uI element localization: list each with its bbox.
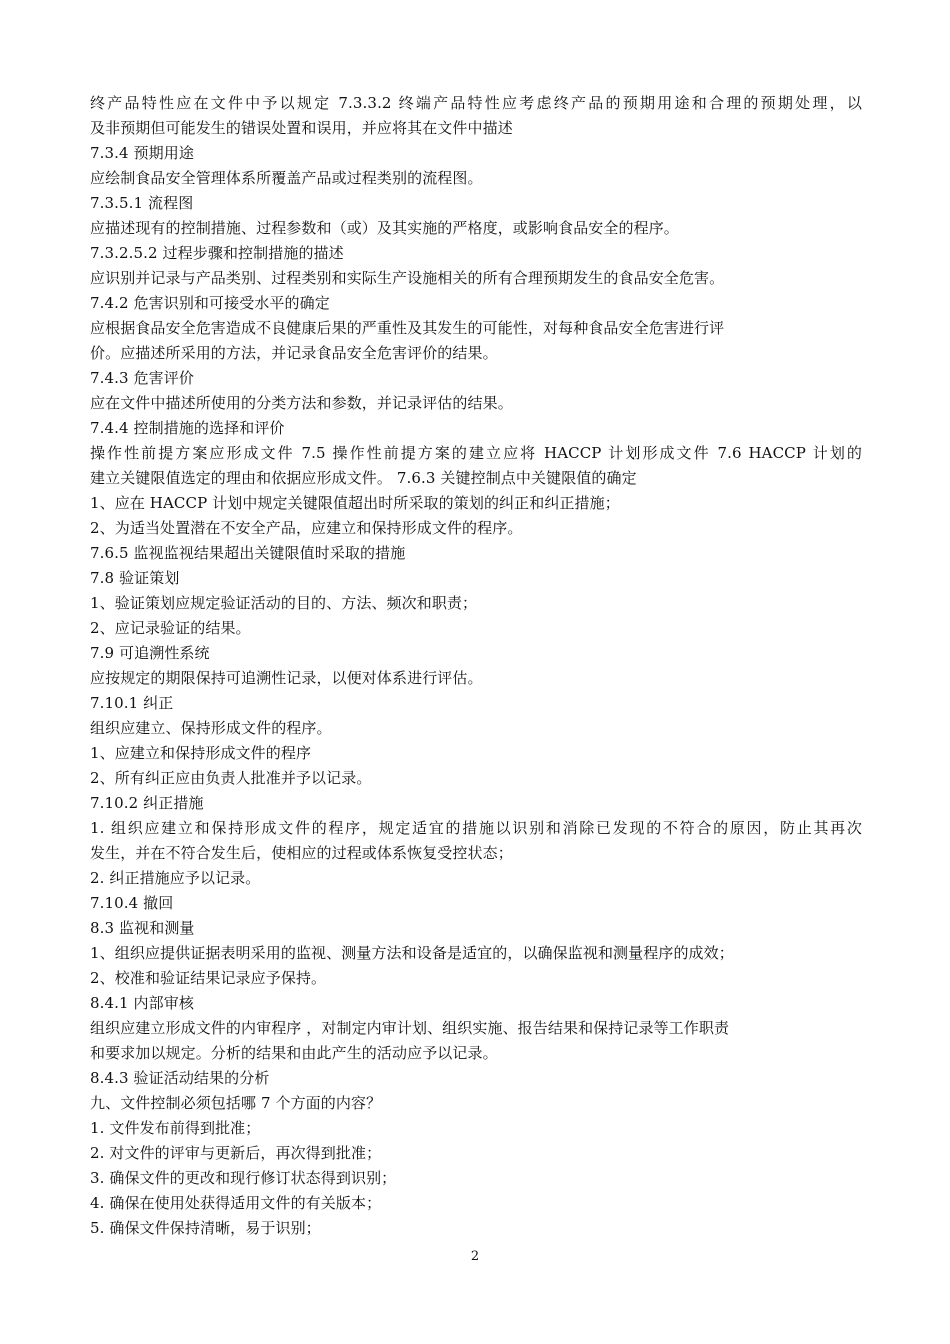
text-line: 2、为适当处置潜在不安全产品，应建立和保持形成文件的程序。 [90, 519, 523, 537]
text-line: 7.4.2 危害识别和可接受水平的确定 [90, 294, 330, 312]
text-line: 建立关键限值选定的理由和依据应形成文件。 7.6.3 关键控制点中关键限值的确定 [90, 469, 637, 487]
text-line: 应绘制食品安全管理体系所覆盖产品或过程类别的流程图。 [90, 169, 483, 187]
text-line: 8.4.3 验证活动结果的分析 [90, 1069, 270, 1087]
text-line: 2. 对文件的评审与更新后，再次得到批准； [90, 1144, 382, 1162]
text-line: 应识别并记录与产品类别、过程类别和实际生产设施相关的所有合理预期发生的食品安全危害。 [90, 269, 725, 287]
text-line: 组织应建立、保持形成文件的程序。 [90, 719, 332, 737]
text-line: 7.3.2.5.2 过程步骤和控制措施的描述 [90, 244, 344, 262]
text-line: 5. 确保文件保持清晰，易于识别； [90, 1219, 321, 1237]
text-line: 1、应在 HACCP 计划中规定关键限值超出时所采取的策划的纠正和纠正措施； [90, 494, 620, 512]
text-line: 发生，并在不符合发生后，使相应的过程或体系恢复受控状态； [90, 844, 513, 862]
text-line: 2. 纠正措施应予以记录。 [90, 869, 261, 887]
text-line: 价。应描述所采用的方法，并记录食品安全危害评价的结果。 [90, 344, 498, 362]
text-line: 7.3.4 预期用途 [90, 144, 194, 162]
text-line: 7.4.4 控制措施的选择和评价 [90, 419, 285, 437]
text-line: 7.9 可追溯性系统 [90, 644, 210, 662]
text-line: 7.3.5.1 流程图 [90, 194, 194, 212]
text-line: 1、组织应提供证据表明采用的监视、测量方法和设备是适宜的，以确保监视和测量程序的成效； [90, 944, 734, 962]
text-line: 1、验证策划应规定验证活动的目的、方法、频次和职责； [90, 594, 478, 612]
text-line: 2、所有纠正应由负责人批准并予以记录。 [90, 769, 372, 787]
text-line: 7.8 验证策划 [90, 569, 180, 587]
text-line: 4. 确保在使用处获得适用文件的有关版本； [90, 1194, 382, 1212]
text-line: 应描述现有的控制措施、过程参数和（或）及其实施的严格度，或影响食品安全的程序。 [90, 219, 679, 237]
text-line: 7.10.2 纠正措施 [90, 794, 204, 812]
text-line: 组织应建立形成文件的内审程序 ，对制定内审计划、组织实施、报告结果和保持记录等工作职责 [90, 1019, 730, 1037]
text-line: 2、校准和验证结果记录应予保持。 [90, 969, 327, 987]
text-line: 1、应建立和保持形成文件的程序 [90, 744, 312, 762]
page-number: 2 [470, 1249, 480, 1264]
document-body [90, 91, 862, 1241]
text-line: 8.4.1 内部审核 [90, 994, 194, 1012]
text-line: 8.3 监视和测量 [90, 919, 195, 937]
text-line: 终产品特性应在文件中予以规定 7.3.3.2 终端产品特性应考虑终产品的预期用途和合理的预期处理，以 [90, 94, 862, 112]
text-line: 应在文件中描述所使用的分类方法和参数，并记录评估的结果。 [90, 394, 513, 412]
text-line: 7.10.4 撤回 [90, 894, 174, 912]
text-line: 操作性前提方案应形成文件 7.5 操作性前提方案的建立应将 HACCP 计划形成文件 7.6 HACCP 计划的 [90, 444, 862, 462]
text-line: 应按规定的期限保持可追溯性记录，以便对体系进行评估。 [90, 669, 483, 687]
text-line: 7.4.3 危害评价 [90, 369, 194, 387]
text-line: 7.6.5 监视监视结果超出关键限值时采取的措施 [90, 544, 406, 562]
text-line: 应根据食品安全危害造成不良健康后果的严重性及其发生的可能性，对每种食品安全危害进行评 [90, 319, 725, 337]
text-line: 和要求加以规定。分析的结果和由此产生的活动应予以记录。 [90, 1044, 498, 1062]
text-line: 3. 确保文件的更改和现行修订状态得到识别； [90, 1169, 397, 1187]
text-line: 及非预期但可能发生的错误处置和误用，并应将其在文件中描述 [90, 119, 513, 137]
text-line: 1. 文件发布前得到批准； [90, 1119, 261, 1137]
text-line: 7.10.1 纠正 [90, 694, 174, 712]
text-line: 九、文件控制必须包括哪 7 个方面的内容？ [90, 1094, 382, 1112]
text-line: 1. 组织应建立和保持形成文件的程序，规定适宜的措施以识别和消除已发现的不符合的原因，防止其再次 [90, 819, 862, 837]
text-line: 2、应记录验证的结果。 [90, 619, 251, 637]
